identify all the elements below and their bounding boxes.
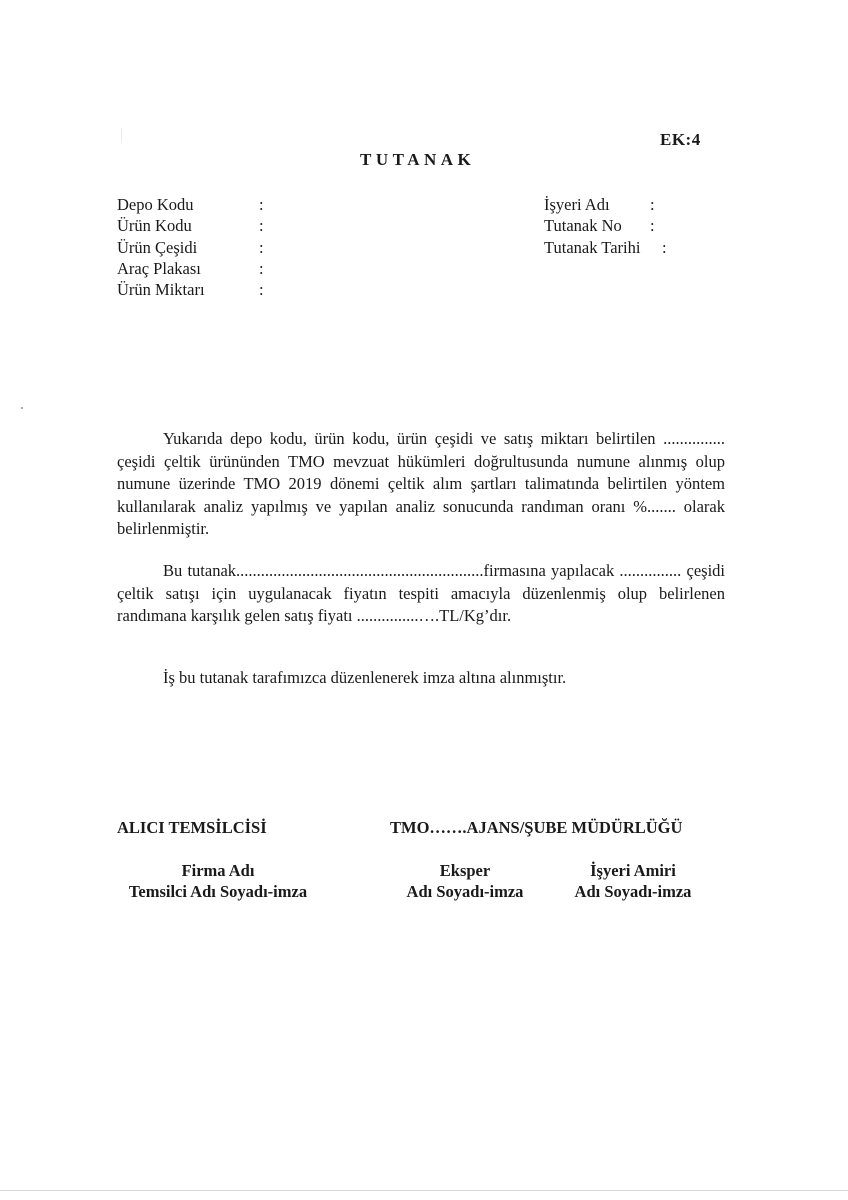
field-colon: : [259, 237, 264, 257]
signature-role: Firma Adı [181, 861, 255, 880]
paragraph-analysis [117, 428, 725, 541]
field-label: Depo Kodu [117, 195, 194, 214]
field-product-quantity [117, 279, 264, 300]
field-depot-code [117, 194, 264, 215]
scan-speck [121, 128, 122, 142]
tmo-directorate-heading: TMO…….AJANS/ŞUBE MÜDÜRLÜĞÜ [390, 818, 683, 837]
buyer-representative-heading: ALICI TEMSİLCİSİ [117, 818, 267, 837]
field-workplace-name [544, 194, 655, 215]
signature-firm-representative [112, 860, 324, 902]
signature-name-line: Adı Soyadı-imza [574, 882, 692, 901]
field-vehicle-plate [117, 258, 264, 279]
annex-label: EK:4 [660, 130, 701, 149]
left-field-list [117, 194, 264, 300]
paragraph-price [117, 560, 725, 628]
signature-name-line: Adı Soyadı-imza [406, 882, 524, 901]
field-report-date [544, 237, 667, 258]
signature-name-line: Temsilci Adı Soyadı-imza [128, 882, 308, 901]
right-field-list [544, 194, 667, 258]
field-label: Ürün Çeşidi [117, 237, 198, 257]
field-colon: : [259, 216, 264, 236]
field-colon: : [259, 280, 264, 300]
paragraph-text: Yukarıda depo kodu, ürün kodu, ürün çeşidi ve satış miktarı belirtilen ............... çeşidi çeltik ürününden TMO mevzuat hükümleri doğrultusunda numune alınmış olup numune üzerinde TMO 2019 dönemi çeltik alım şartları talimatında belirtilen yöntem kullanılarak analiz yapılmış ve yapılan analiz sonucunda randıman oranı %....... olarak belirlenmiştir. [117, 429, 725, 538]
signature-role: Eksper [439, 861, 491, 880]
field-colon: : [259, 195, 264, 214]
signature-role: İşyeri Amiri [590, 861, 676, 880]
field-label: Ürün Kodu [117, 216, 192, 236]
paragraph-text: İş bu tutanak tarafımızca düzenlenerek imza altına alınmıştır. [163, 668, 567, 687]
field-colon: : [662, 237, 667, 257]
signature-workplace-manager [562, 860, 704, 902]
field-label: Ürün Miktarı [117, 280, 205, 300]
scan-dot [21, 407, 23, 409]
field-colon: : [650, 216, 655, 236]
field-label: Tutanak No [544, 216, 622, 236]
signature-expert [394, 860, 536, 902]
field-report-number [544, 215, 655, 236]
field-label: Araç Plakası [117, 258, 201, 278]
document-title: TUTANAK [360, 150, 476, 169]
field-colon: : [650, 195, 655, 214]
field-colon: : [259, 258, 264, 278]
paragraph-closing [117, 667, 725, 690]
page-bottom-edge [0, 1190, 848, 1191]
field-label: Tutanak Tarihi [544, 237, 641, 257]
field-product-code [117, 215, 264, 236]
field-label: İşyeri Adı [544, 195, 610, 214]
field-product-variety [117, 237, 264, 258]
paragraph-text: Bu tutanak............................................................firmasına yapılacak ............... çeşidi çeltik satışı için uygulanacak fiyatın tespiti amacıyla düzenlenmiş olup belirlenen randımana karşılık gelen satış fiyatı ...............….TL/Kg’dır. [117, 561, 725, 625]
